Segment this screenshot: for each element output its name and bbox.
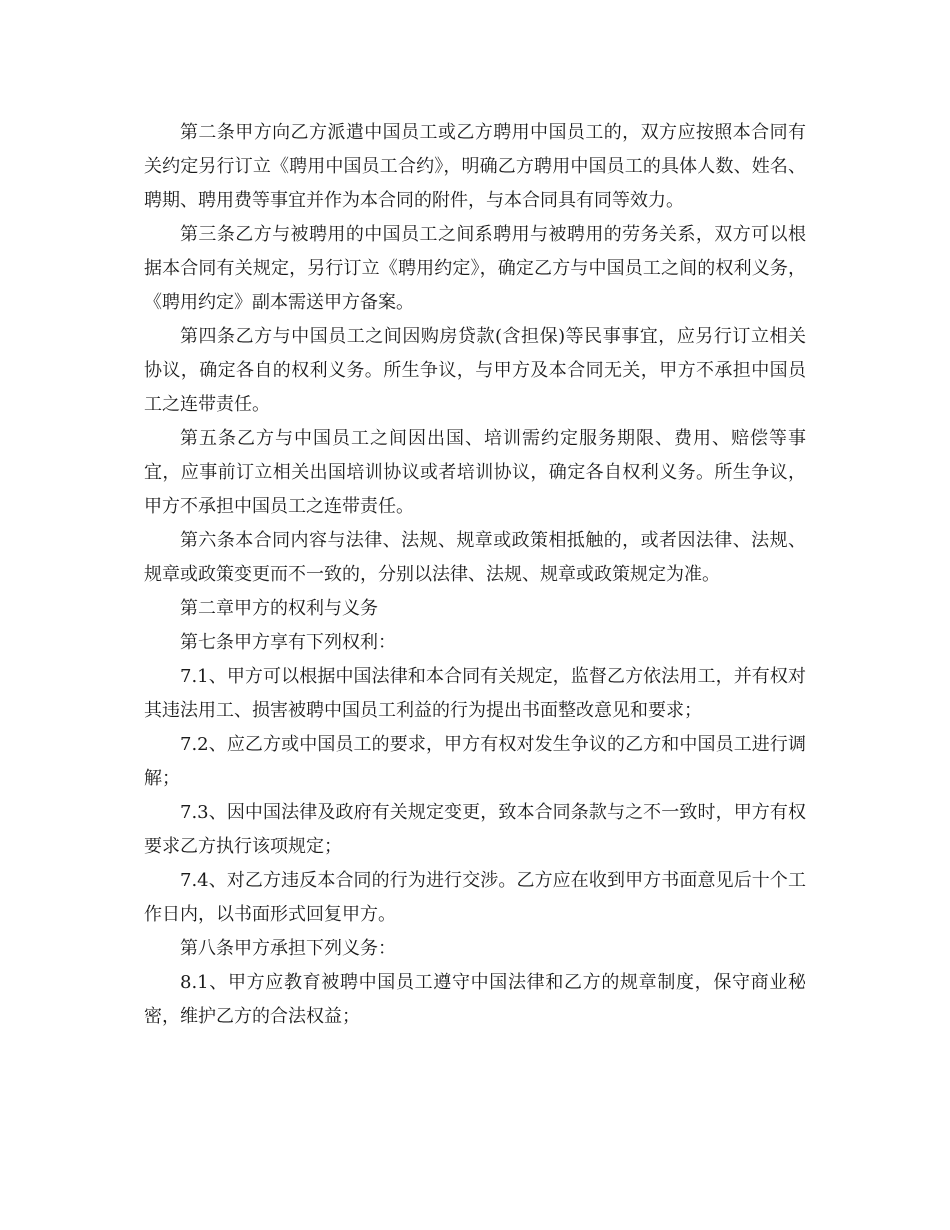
clause-8-1: 8.1、甲方应教育被聘中国员工遵守中国法律和乙方的规章制度，保守商业秘密，维护乙方的合法权益； — [144, 972, 806, 1027]
article-2-paragraph: 第二条甲方向乙方派遣中国员工或乙方聘用中国员工的，双方应按照本合同有关约定另行订立《聘用中国员工合约》，明确乙方聘用中国员工的具体人数、姓名、聘期、聘用费等事宜并作为本合同的附件，与本合同具有同等效力。 — [144, 122, 806, 211]
clause-7-4: 7.4、对乙方违反本合同的行为进行交涉。乙方应在收到甲方书面意见后十个工作日内，以书面形式回复甲方。 — [144, 870, 806, 925]
article-6-paragraph: 第六条本合同内容与法律、法规、规章或政策相抵触的，或者因法律、法规、规章或政策变更而不一致的，分别以法律、法规、规章或政策规定为准。 — [144, 530, 806, 585]
clause-7-2: 7.2、应乙方或中国员工的要求，甲方有权对发生争议的乙方和中国员工进行调解； — [144, 734, 806, 789]
clause-7-3: 7.3、因中国法律及政府有关规定变更，致本合同条款与之不一致时，甲方有权要求乙方执行该项规定； — [144, 802, 806, 857]
chapter-2-heading: 第二章甲方的权利与义务 — [180, 598, 378, 619]
article-8-heading: 第八条甲方承担下列义务： — [180, 938, 396, 959]
article-3-paragraph: 第三条乙方与被聘用的中国员工之间系聘用与被聘用的劳务关系，双方可以根据本合同有关规定，另行订立《聘用约定》，确定乙方与中国员工之间的权利义务，《聘用约定》副本需送甲方备案。 — [144, 224, 806, 313]
clause-7-1: 7.1、甲方可以根据中国法律和本合同有关规定，监督乙方依法用工，并有权对其违法用工、损害被聘中国员工利益的行为提出书面整改意见和要求； — [144, 666, 806, 721]
article-4-paragraph: 第四条乙方与中国员工之间因购房贷款(含担保)等民事事宜，应另行订立相关协议，确定各自的权利义务。所生争议，与甲方及本合同无关，甲方不承担中国员工之连带责任。 — [144, 326, 806, 415]
document-body — [144, 116, 806, 1034]
article-7-heading: 第七条甲方享有下列权利： — [180, 632, 396, 653]
article-5-paragraph: 第五条乙方与中国员工之间因出国、培训需约定服务期限、费用、赔偿等事宜，应事前订立相关出国培训协议或者培训协议，确定各自权利义务。所生争议，甲方不承担中国员工之连带责任。 — [144, 428, 806, 517]
